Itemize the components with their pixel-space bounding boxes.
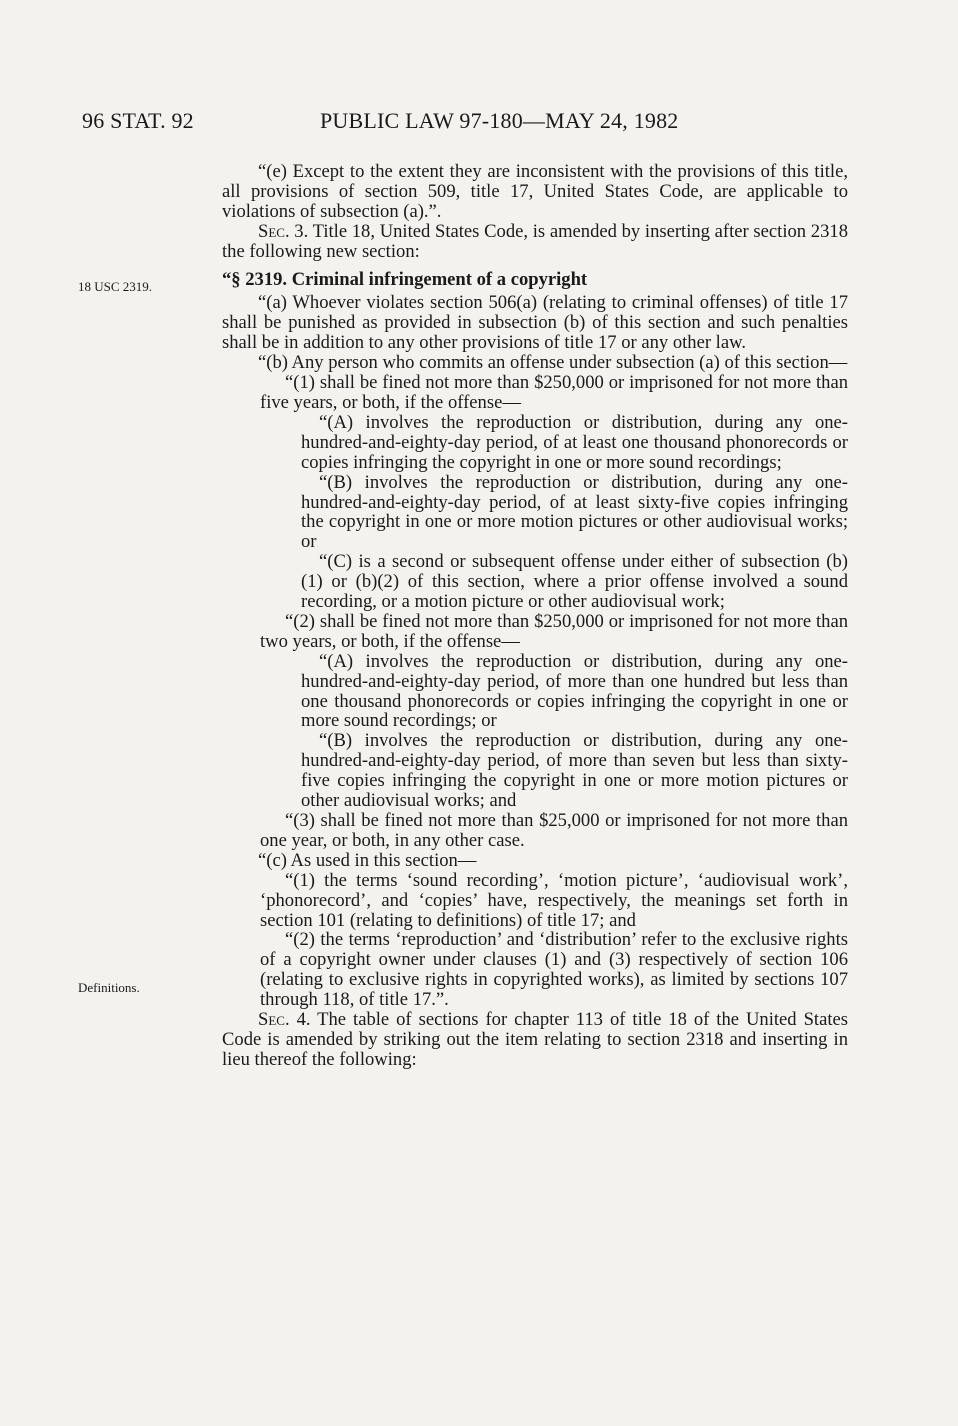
paragraph-b1: “(1) shall be fined not more than $250,000 or imprisoned for not more than five years, or both, if the offense— — [260, 372, 848, 413]
subparagraph-b1-B: “(B) involves the reproduction or distribution, during any one-hundred-and-eighty-day period, of at least sixty-five copies infringing the copyright in one or more motion pictures or other audiovisual works; or — [301, 471, 848, 553]
paragraph-b2: “(2) shall be fined not more than $250,000 or imprisoned for not more than two years, or both, if the offense— — [260, 610, 848, 652]
section-4-label: Sec. 4. — [258, 1009, 311, 1031]
section-3-label: Sec. 3. — [258, 220, 309, 242]
paragraph-c2: “(2) the terms ‘reproduction’ and ‘distribution’ refer to the exclusive rights of a copyright owner under clauses (1) and (3) respectively of section 106 (relating to exclusive rights in copyrighted works), as limited by sections 107 through 118, of title 17.”. — [260, 929, 848, 1011]
statute-text-column — [222, 162, 848, 1070]
subsection-c: “(c) As used in this section— — [258, 849, 477, 871]
paragraph-b3: “(3) shall be fined not more than $25,000 or imprisoned for not more than one year, or both, in any other case. — [260, 810, 848, 851]
section-4-text: The table of sections for chapter 113 of title 18 of the United States Code is amended by striking out the item relating to section 2318 and inserting in lieu thereof the following: — [222, 1009, 848, 1070]
margin-note-definitions: Definitions. — [78, 980, 140, 995]
subparagraph-b1-A: “(A) involves the reproduction or distribution, during any one-hundred-and-eighty-day period, of at least one thousand phonorecords or copies infringing the copyright in one or more sound recordings; — [301, 411, 848, 473]
subparagraph-b2-A: “(A) involves the reproduction or distribution, during any one-hundred-and-eighty-day period, of more than one hundred but less than one thousand phonorecords or copies infringing the copyright in one or more sound recordings; or — [301, 650, 848, 732]
section-4-paragraph — [222, 1010, 848, 1070]
paragraph-e: “(e) Except to the extent they are inconsistent with the provisions of this title, all provisions of section 509, title 17, United States Code, are applicable to violations of subsection (a).”. — [222, 161, 848, 222]
paragraph-c1: “(1) the terms ‘sound recording’, ‘motion picture’, ‘audiovisual work’, ‘phonorecord’, and ‘copies’ have, respectively, the meanings set forth in section 101 (relating to definitions) of title 17; and — [260, 869, 848, 931]
margin-note-usc-citation: 18 USC 2319. — [78, 279, 153, 294]
subparagraph-b2-B: “(B) involves the reproduction or distribution, during any one-hundred-and-eighty-day period, of more than seven but less than sixty-five copies infringing the copyright in one or more motion pictures or other audiovisual works; and — [301, 730, 848, 812]
section-3-paragraph — [222, 222, 848, 262]
running-head-title: PUBLIC LAW 97-180—MAY 24, 1982 — [320, 108, 679, 133]
section-3-text: Title 18, United States Code, is amended by inserting after section 2318 the following new section: — [222, 220, 848, 262]
subsection-a: “(a) Whoever violates section 506(a) (relating to criminal offenses) of title 17 shall be punished as provided in subsection (b) of this section and such penalties shall be in addition to any other provisions of title 17 or any other law. — [222, 292, 848, 354]
subparagraph-b1-C: “(C) is a second or subsequent offense under either of subsection (b)(1) or (b)(2) of this section, where a prior offense involved a sound recording, or a motion picture or other audiovisual work; — [301, 551, 848, 613]
section-2319-heading: “§ 2319. Criminal infringement of a copyright — [222, 268, 588, 290]
subsection-b: “(b) Any person who commits an offense under subsection (a) of this section— — [258, 352, 848, 374]
stat-page-number: 96 STAT. 92 — [82, 108, 194, 133]
